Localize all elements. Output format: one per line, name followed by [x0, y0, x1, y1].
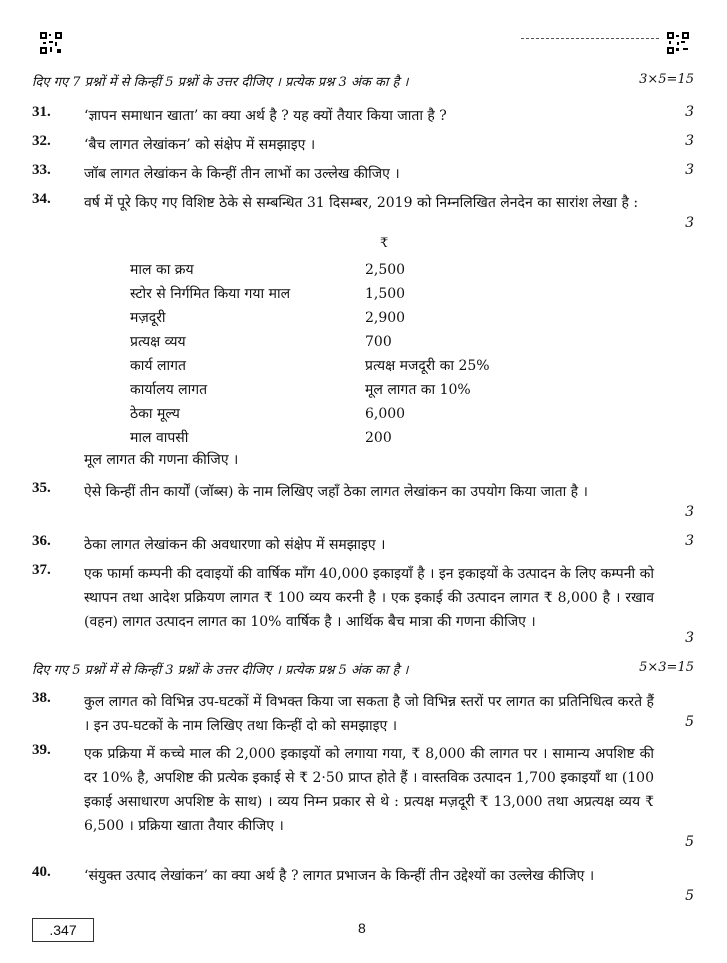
header-rule	[521, 38, 659, 39]
row-label: माल वापसी	[130, 430, 189, 446]
row-label: प्रत्यक्ष व्यय	[130, 334, 186, 350]
question-marks: 3	[685, 533, 694, 549]
question-number: 32.	[32, 133, 51, 149]
question-marks: 3	[685, 162, 694, 178]
question-text: ‘ज्ञापन समाधान खाता’ का क्या अर्थ है ? यह क्यों तैयार किया जाता है ?	[84, 108, 447, 124]
question-number: 34.	[32, 191, 51, 207]
row-label: कार्य लागत	[130, 358, 186, 374]
question-text: ‘बैच लागत लेखांकन’ को संक्षेप में समझाइए ।	[84, 137, 316, 153]
question	[32, 533, 694, 557]
question-number: 37.	[32, 562, 51, 578]
question-trailer: मूल लागत की गणना कीजिए ।	[84, 452, 239, 468]
question-number: 31.	[32, 104, 51, 120]
qr-code-icon	[40, 32, 62, 54]
question	[32, 690, 694, 738]
currency-symbol: ₹	[380, 236, 389, 251]
question-number: 35.	[32, 480, 51, 496]
qr-code-icon	[667, 32, 689, 54]
question-number: 33.	[32, 162, 51, 178]
question	[32, 742, 694, 850]
row-value: 700	[365, 334, 392, 350]
row-value: मूल लागत का 10%	[365, 382, 471, 398]
question-marks: 3	[685, 504, 694, 520]
question	[32, 191, 694, 231]
section-instruction-text: दिए गए 5 प्रश्नों में से किन्हीं 3 प्रश्नों के उत्तर दीजिए । प्रत्येक प्रश्न 5 अंक का है ।	[32, 663, 409, 678]
question	[32, 864, 694, 904]
row-value: 2,500	[365, 262, 406, 278]
question-text: कुल लागत को विभिन्न उप-घटकों में विभक्त किया जा सकता है जो विभिन्न स्तरों पर लागत का प्रतिनिधित्व करते हैं । इन उप-घटकों के नाम लिखिए तथा किन्हीं दो को समझाइए ।	[84, 694, 654, 734]
question-text: एक फार्मा कम्पनी की दवाइयों की वार्षिक माँग 40,000 इकाइयाँ है । इन इकाइयों के उत्पादन के लिए कम्पनी को स्थापन तथा आदेश प्रक्रियण लागत ₹ 100 व्यय करनी है । एक इकाई की उत्पादन लागत ₹ 8,000 है । रखाव (वहन) लागत उत्पादन लागत का 10% वार्षिक है । आर्थिक बैच मात्रा की गणना कीजिए ।	[84, 566, 654, 630]
question-marks: 3	[685, 630, 694, 646]
question	[32, 133, 694, 157]
question-text: जॉब लागत लेखांकन के किन्हीं तीन लाभों का उल्लेख कीजिए ।	[84, 166, 400, 182]
question-text: वर्ष में पूरे किए गए विशिष्ट ठेके से सम्बन्धित 31 दिसम्बर, 2019 को निम्नलिखित लेनदेन का सारांश लेखा है :	[84, 195, 639, 211]
row-label: कार्यालय लागत	[130, 382, 208, 398]
question	[32, 104, 694, 128]
question-number: 39.	[32, 742, 51, 758]
question-number: 38.	[32, 690, 51, 706]
question-text: ठेका लागत लेखांकन की अवधारणा को संक्षेप में समझाइए ।	[84, 537, 386, 553]
question-number: 40.	[32, 864, 51, 880]
question-marks: 5	[685, 888, 694, 904]
row-value: 2,900	[365, 310, 406, 326]
row-value: प्रत्यक्ष मजदूरी का 25%	[365, 358, 490, 374]
row-label: स्टोर से निर्गमित किया गया माल	[130, 286, 291, 302]
question-text: ऐसे किन्हीं तीन कार्यों (जॉब्स) के नाम लिखिए जहाँ ठेका लागत लेखांकन का उपयोग किया जाता है ।	[84, 484, 588, 500]
question-text: एक प्रक्रिया में कच्चे माल की 2,000 इकाइयों को लगाया गया, ₹ 8,000 की लागत पर । सामान्य अपशिष्ट की दर 10% है, अपशिष्ट की प्रत्येक इकाई से ₹ 2·50 प्राप्त होते हैं । वास्तविक उत्पादन 1,700 इकाइयाँ था (100 इकाई असाधारण अपशिष्ट के साथ) । व्यय निम्न प्रकार से थे : प्रत्यक्ष मज़दूरी ₹ 13,000 तथा अप्रत्यक्ष व्यय ₹ 6,500 । प्रक्रिया खाता तैयार कीजिए ।	[84, 746, 654, 834]
question-marks: 3	[685, 133, 694, 149]
question-marks: 3	[685, 104, 694, 120]
question	[32, 480, 694, 520]
row-label: ठेका मूल्य	[130, 406, 180, 422]
question	[32, 562, 694, 646]
paper-code: .347	[32, 918, 94, 942]
question-text: ‘संयुक्त उत्पाद लेखांकन’ का क्या अर्थ है ? लागत प्रभाजन के किन्हीं तीन उद्देश्यों का उल्लेख कीजिए ।	[84, 868, 595, 884]
row-value: 200	[365, 430, 392, 446]
row-value: 6,000	[365, 406, 406, 422]
question	[32, 162, 694, 186]
section-marks: 5×3=15	[639, 660, 694, 675]
section-marks: 3×5=15	[639, 72, 694, 87]
section-instruction	[32, 660, 694, 678]
section-instruction	[32, 72, 694, 90]
question-marks: 3	[685, 215, 694, 231]
row-label: माल का क्रय	[130, 262, 194, 278]
section-instruction-text: दिए गए 7 प्रश्नों में से किन्हीं 5 प्रश्नों के उत्तर दीजिए । प्रत्येक प्रश्न 3 अंक का है ।	[32, 75, 409, 90]
row-label: मज़दूरी	[130, 310, 166, 326]
question-number: 36.	[32, 533, 51, 549]
row-value: 1,500	[365, 286, 406, 302]
question-marks: 5	[685, 714, 694, 730]
question-marks: 5	[685, 834, 694, 850]
page-number: 8	[358, 920, 366, 936]
